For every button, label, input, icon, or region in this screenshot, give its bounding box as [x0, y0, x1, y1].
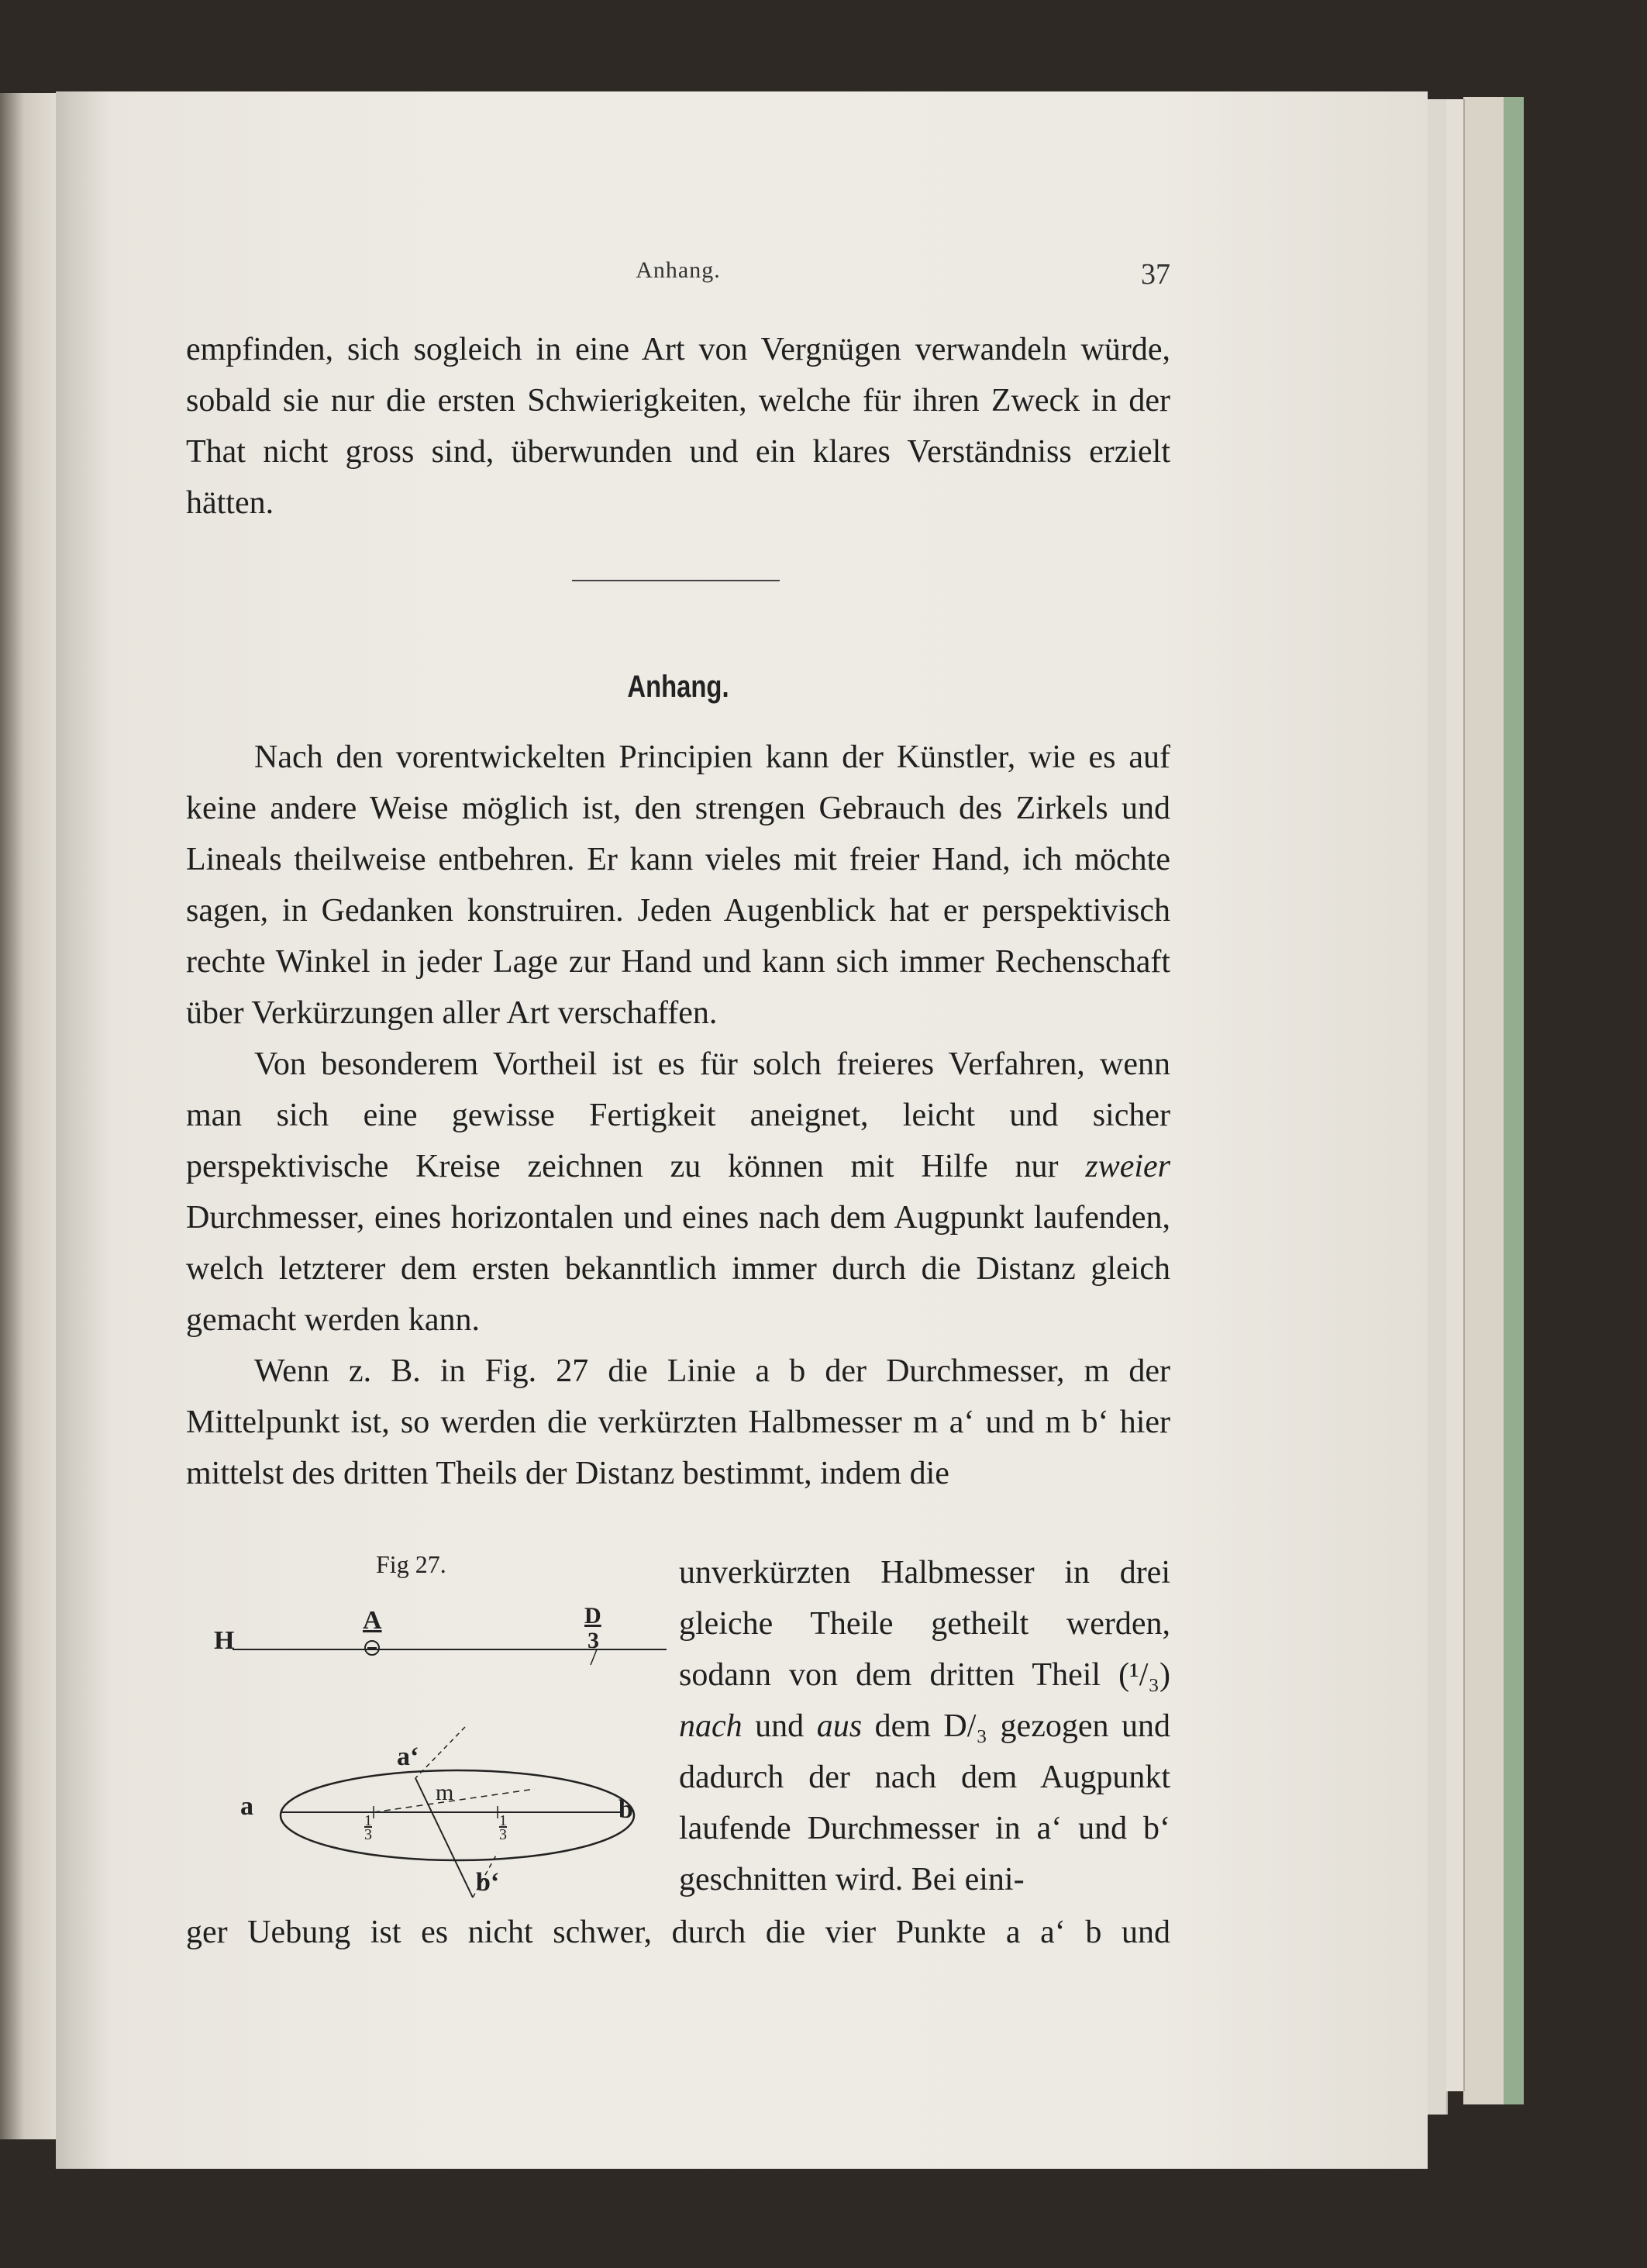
label-third-right-num: 1	[499, 1812, 507, 1829]
text-run: Von besonderem Vortheil ist es für solch freieres Verfahren, wenn man sich eine gewisse Fertigkeit aneignet, leicht und sicher perspektivische Kreise zeichnen zu können mit Hilfe nur	[186, 1046, 1170, 1184]
page-number: 37	[1141, 258, 1170, 291]
text-run: dem D/₃ gezogen und dadurch der nach dem Augpunkt laufende Durchmesser in a‘ und b‘ geschnitten wird. Bei eini-	[679, 1708, 1170, 1897]
label-third-left-den: 3	[364, 1826, 372, 1843]
text-block	[186, 732, 1170, 1499]
label-d-den: 3	[587, 1628, 599, 1653]
perspective-circle-diagram	[209, 1550, 674, 1915]
text-run: und	[742, 1708, 817, 1744]
left-page-edge	[0, 93, 60, 2139]
label-third-left-num: 1	[364, 1812, 372, 1829]
label-third-right-den: 3	[499, 1826, 507, 1843]
section-heading: Anhang.	[627, 670, 729, 704]
text-block-beside-figure	[679, 1547, 1170, 1905]
paragraph	[679, 1547, 1170, 1905]
paragraph: Wenn z. B. in Fig. 27 die Linie a b der Durchmesser, m der Mittelpunkt ist, so werden die verkürzten Halbmesser m a‘ und m b‘ hier mittelst des dritten Theils der Distanz bestimmt, indem die	[186, 1353, 1170, 1491]
last-line: ger Uebung ist es nicht schwer, durch die vier Punkte a a‘ b und	[186, 1915, 1170, 1950]
running-title: Anhang.	[636, 257, 721, 283]
label-b-prime: b‘	[476, 1868, 500, 1897]
page-edge	[1446, 99, 1465, 2091]
emphasis: aus	[816, 1708, 863, 1744]
label-a: a	[240, 1792, 253, 1821]
figure-27	[209, 1550, 674, 1915]
cover-inner	[1463, 97, 1504, 2104]
emphasis: zweier	[1085, 1149, 1170, 1184]
text-block	[186, 324, 1170, 529]
label-d-num: D	[584, 1603, 601, 1629]
figure-caption: Fig 27.	[376, 1550, 446, 1578]
emphasis: nach	[679, 1708, 743, 1744]
label-b: b	[618, 1795, 633, 1824]
label-a-prime: a‘	[397, 1742, 419, 1771]
paragraph: empfinden, sich sogleich in eine Art von Vergnügen verwandeln würde, sobald sie nur die ersten Schwierigkeiten, welche für ihren Zweck in der That nicht gross sind, überwunden und ein klares Verständniss erzielt hätten.	[186, 332, 1170, 521]
text-run: unverkürzten Halbmesser in drei gleiche Theile getheilt werden, sodann von dem dritten Theil (¹/₃)	[679, 1555, 1170, 1693]
label-m: m	[436, 1780, 454, 1805]
page-edge	[1425, 99, 1448, 2115]
cover-board	[1504, 97, 1524, 2104]
label-a-eye: A	[363, 1606, 382, 1635]
text-run: Durchmesser, eines horizontalen und eines nach dem Augpunkt laufenden, welch letzterer dem ersten bekanntlich immer durch die Distanz gleich gemacht werden kann.	[186, 1200, 1170, 1338]
paragraph: Nach den vorentwickelten Principien kann der Künstler, wie es auf keine andere Weise möglich ist, den strengen Gebrauch des Zirkels und Lineals theilweise entbehren. Er kann vieles mit freier Hand, ich möchte sagen, in Gedanken konstruiren. Jeden Augenblick hat er perspektivisch rechte Winkel in jeder Lage zur Hand und kann sich immer Rechenschaft über Verkürzungen aller Art verschaffen.	[186, 739, 1170, 1031]
section-divider	[572, 580, 780, 581]
label-h: H	[214, 1626, 235, 1655]
paragraph	[186, 1039, 1170, 1346]
